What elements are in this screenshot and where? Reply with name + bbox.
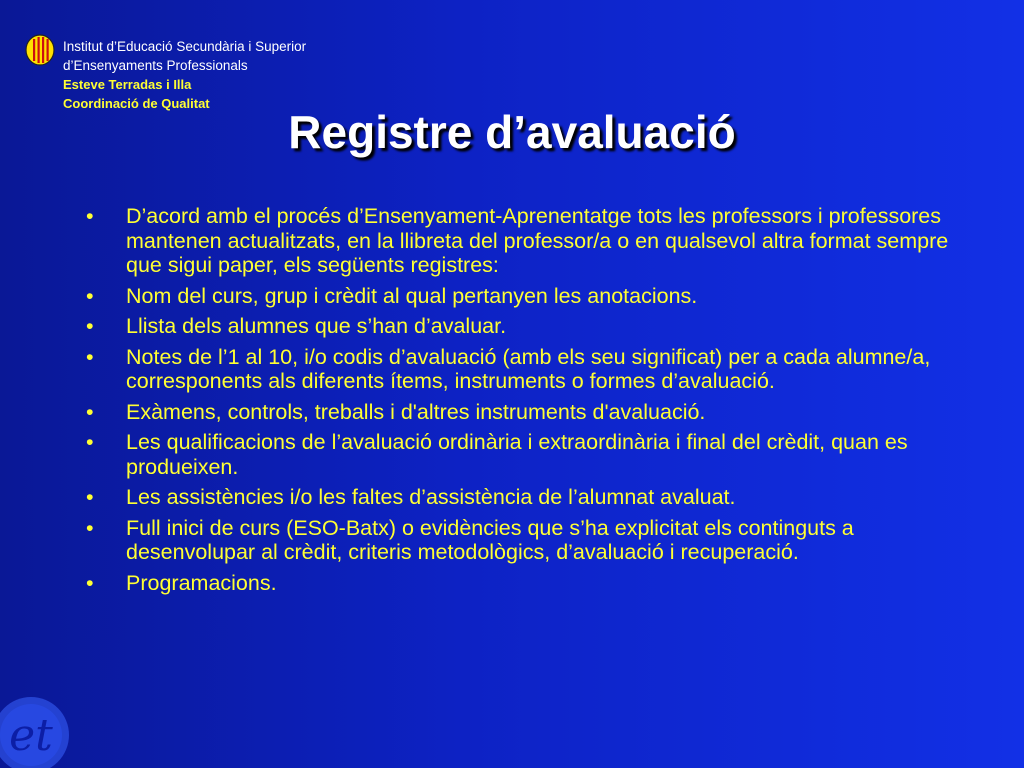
bullet-icon: • [86, 344, 94, 369]
institution-header [63, 37, 306, 113]
bullet-item [86, 571, 986, 596]
bullet-text: Les assistències i/o les faltes d’assistència de l’alumnat avaluat. [126, 485, 736, 509]
bullet-text: D’acord amb el procés d’Ensenyament-Aprenentatge tots les professors i professores mantenen actualitzats, en la llibreta del professor/a o en qualsevol altra format sempre que sigui paper, els següents registres: [126, 204, 949, 277]
bullet-text: Llista dels alumnes que s’han d’avaluar. [126, 314, 507, 338]
bullet-item [86, 345, 986, 394]
bullet-icon: • [86, 204, 94, 228]
institution-line-1: Institut d’Educació Secundària i Superior [63, 39, 307, 54]
institution-line-2: d’Ensenyaments Professionals [63, 58, 248, 73]
bullet-icon: • [86, 485, 94, 509]
bullet-item [86, 516, 986, 565]
bullet-icon: • [86, 515, 94, 540]
bullet-icon: • [86, 570, 94, 595]
bullet-text: Programacions. [126, 570, 277, 595]
bullet-text: Nom del curs, grup i crèdit al qual pertanyen les anotacions. [126, 283, 698, 308]
bullet-item [86, 314, 986, 339]
bullet-icon: • [86, 430, 94, 454]
bullet-item [86, 485, 986, 510]
department-name: Coordinació de Qualitat [63, 96, 210, 111]
bullet-list [86, 204, 986, 601]
bullet-item [86, 284, 986, 309]
generalitat-seal-icon [25, 34, 55, 66]
slide-title: Registre d’avaluació [288, 106, 736, 158]
bullet-icon: • [86, 283, 94, 308]
bullet-icon: • [86, 314, 94, 338]
bullet-item [86, 430, 986, 479]
bullet-item [86, 400, 986, 425]
bullet-icon: • [86, 399, 94, 424]
et-logo-icon [0, 694, 72, 768]
bullet-text: Les qualificacions de l’avaluació ordinària i extraordinària i final del crèdit, quan es produeixen. [126, 430, 908, 479]
bullet-text: Notes de l’1 al 10, i/o codis d’avaluació (amb els seu significat) per a cada alumne/a, corresponents als diferents ítems, instruments o formes d’avaluació. [126, 344, 931, 393]
bullet-text: Exàmens, controls, treballs i d'altres instruments d'avaluació. [126, 399, 706, 424]
institution-name: Esteve Terradas i Illa [63, 77, 192, 92]
bullet-text: Full inici de curs (ESO-Batx) o evidències que s’ha explicitat els continguts a desenvolupar al crèdit, criteris metodològics, d’avaluació i recuperació. [126, 515, 854, 564]
bullet-item [86, 204, 986, 278]
et-logo-text: et [9, 710, 53, 761]
